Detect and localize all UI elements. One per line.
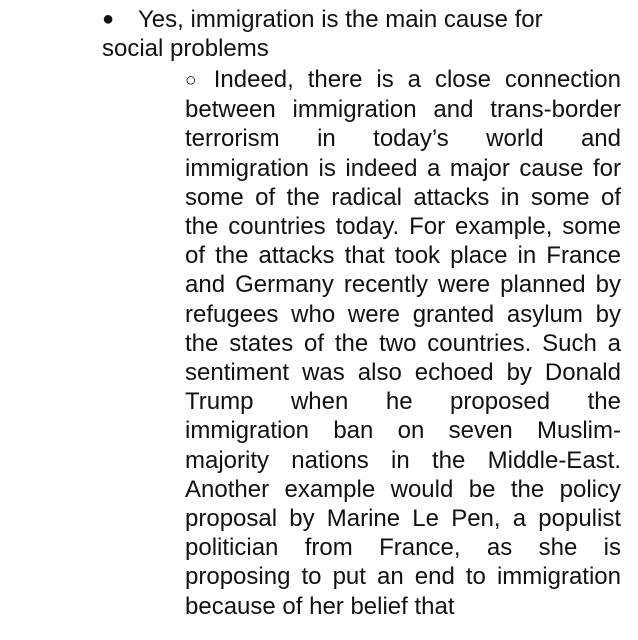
bullet-item [102, 5, 622, 63]
bullet-text-line-2: social problems [102, 35, 269, 63]
filled-bullet-icon: ● [102, 8, 115, 30]
sub-bullet-text: Indeed, there is a close connection between immigration and trans-border terrorism in today’s world and immigration is indeed a major cause for some of the radical attacks in some of the countries today. For example, some of the attacks that took place in France and Germany recently were planned by refugees who were granted asylum by the states of the two countries. Such a sentiment was also echoed by Donald Trump when he proposed the immigration ban on seven Muslim-majority nations in the Middle-East. Another example would be the policy proposal by Marine Le Pen, a populist politician from France, as she is proposing to put an end to immigration because of her belief that [185, 66, 621, 620]
bullet-first-line [102, 5, 622, 34]
hollow-bullet-icon: ○ [185, 70, 204, 91]
sub-bullet-item [185, 65, 621, 621]
bullet-text-line-1: Yes, immigration is the main cause for [138, 6, 543, 33]
